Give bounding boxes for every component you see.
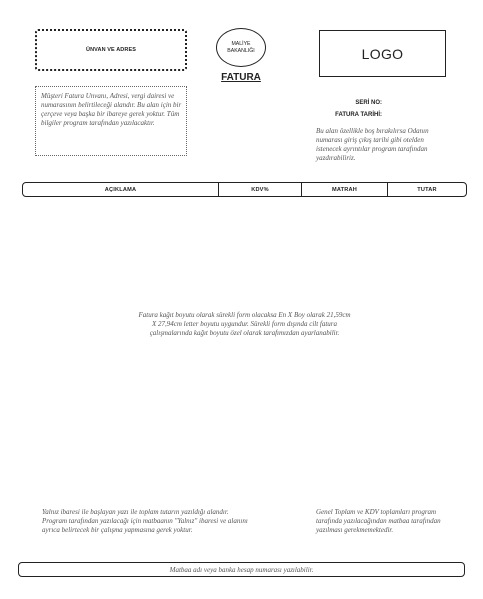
paper-size-note: Fatura kağıt boyutu olarak sürekli form olacaksa En X Boy olarak 21,59cm X 27,94cm letter boyutu uygundur. Sürekli form dışında cilt fatura çalışmalarında kağıt boyutu özel olarak tarafımızdan ayarlanabilir.: [138, 311, 351, 337]
customer-note: Müşteri Fatura Unvanı, Adresi, vergi dairesi ve numarasının belirtileceği alandır. Bu alan için bir çerçeve veya başka bir ibareye gerek yoktur. Tüm bilgiler program tarafından yazılacaktır.: [41, 92, 182, 127]
printer-info-bar: [18, 562, 465, 577]
invoice-date-label: FATURA TARİHİ:: [335, 112, 382, 118]
column-header-base: MATRAH: [302, 183, 388, 196]
seal-text: MALİYE BAKANLIĞI: [227, 41, 255, 54]
amount-in-words-note: Yalnız ibaresi ile başlayan yazı ile toplam tutarın yazıldığı alandır. Program tarafından yazılacağı için matbaanın "Yalnız" ibaresi ve alanını ayrıca belirtecek bir çalışma yapmasına gerek yoktur.: [42, 508, 248, 534]
room-info-note: Bu alan özellikle boş bırakılırsa Odanın numarası giriş çıkış tarihi gibi otelden istenecek ayrıntılar program tarafından yazdırabiliriz.: [316, 127, 429, 162]
column-header-vat: KDV%: [219, 183, 302, 196]
items-table-header: [22, 182, 467, 197]
logo-placeholder: [319, 30, 446, 77]
title-address-box: [35, 29, 187, 71]
totals-note: Genel Toplam ve KDV toplamları program tarafında yazılacağından matbaa tarafından yazılması gerekmemektedir.: [316, 508, 441, 534]
printer-info-text: Matbaa adı veya banka hesap numarası yazılabilir.: [169, 565, 314, 574]
serial-number-label: SERİ NO:: [355, 100, 382, 106]
title-address-label: ÜNVAN VE ADRES: [86, 47, 136, 53]
logo-text: LOGO: [361, 45, 404, 62]
customer-info-box: [35, 86, 187, 156]
column-header-amount: TUTAR: [417, 186, 437, 193]
ministry-seal: [216, 28, 266, 67]
column-header-description: AÇIKLAMA: [23, 183, 219, 196]
document-title: FATURA: [221, 72, 261, 83]
